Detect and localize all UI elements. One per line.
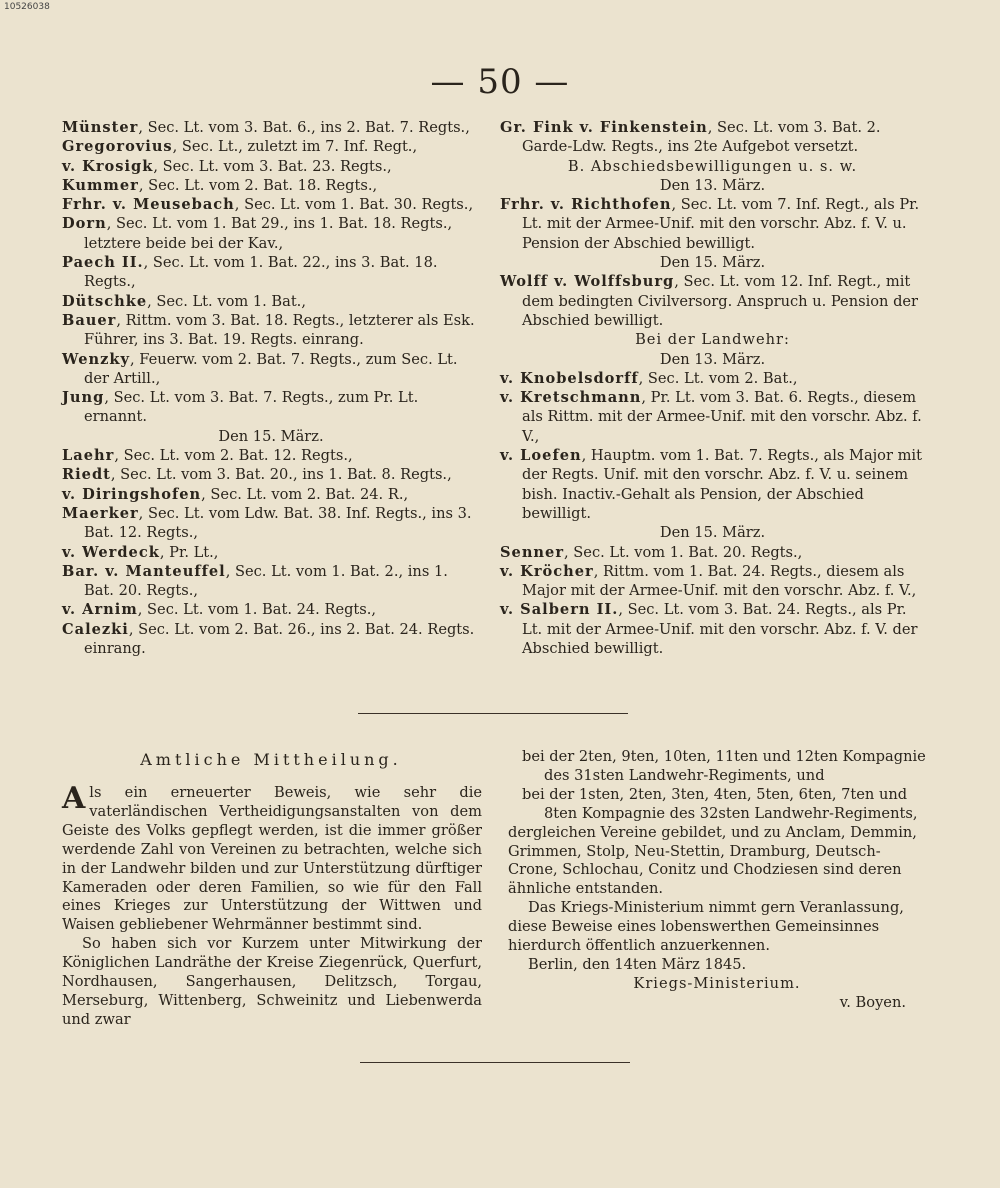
- personnel-entry: [62, 543, 480, 562]
- entry-details: , Sec. Lt. vom 2. Bat. 12. Regts.,: [114, 447, 353, 465]
- personnel-entry: [500, 272, 925, 330]
- entry-details: , Sec. Lt. vom 1. Bat. 22., ins 3. Bat. 18. Regts.,: [84, 254, 438, 291]
- person-name: Maerker: [62, 504, 139, 522]
- section-heading: Bei der Landwehr:: [635, 331, 790, 349]
- drop-cap: A: [62, 781, 86, 816]
- person-name: v. Kretschmann: [500, 389, 642, 407]
- person-name: v. Loefen: [500, 447, 582, 465]
- person-name: Gregorovius: [62, 138, 173, 156]
- date-heading: Den 13. März.: [659, 350, 766, 368]
- personnel-entry: [62, 446, 480, 465]
- date-heading: Den 15. März.: [218, 427, 324, 445]
- person-name: v. Werdeck: [62, 543, 160, 561]
- entry-details: , Sec. Lt. vom 3. Bat. 24. Regts., als Pr. Lt. mit der Armee-Unif. mit den vorschr. Abz. f. V. der Abschied bewilligt.: [522, 601, 918, 658]
- person-name: Senner: [500, 543, 565, 561]
- personnel-entry: [500, 369, 925, 388]
- person-name: Wenzky: [62, 350, 130, 368]
- personnel-entry: [62, 504, 480, 543]
- announcement-list-item: bei der 2ten, 9ten, 10ten, 11ten und 12ten Kompagnie des 31sten Landwehr-Regiments, und: [522, 748, 926, 784]
- right-column-entries: [500, 118, 925, 658]
- entry-details: , Sec. Lt. vom 1. Bat. 30. Regts.,: [234, 196, 474, 214]
- page-end-divider: [360, 1062, 630, 1063]
- person-name: Calezki: [62, 620, 129, 638]
- person-name: v. Krosigk: [62, 157, 154, 175]
- entry-details: , Sec. Lt. vom 3. Bat. 23. Regts.,: [153, 157, 392, 175]
- announcement-list-item: bei der 1sten, 2ten, 3ten, 4ten, 5ten, 6ten, 7ten und 8ten Kompagnie des 32sten Landwehr-Regiments,: [522, 785, 918, 822]
- entry-details: , Feuerw. vom 2. Bat. 7. Regts., zum Sec. Lt. der Artill.,: [84, 350, 458, 387]
- personnel-entry: [62, 620, 480, 659]
- person-name: v. Kröcher: [500, 562, 594, 580]
- entry-details: , Rittm. vom 1. Bat. 24. Regts., diesem als Major mit der Armee-Unif. mit den vorschr. Abz. f. V.,: [522, 562, 917, 600]
- personnel-entry: [62, 311, 480, 350]
- announcement-signature: v. Boyen.: [839, 993, 906, 1011]
- date-heading: Den 15. März.: [659, 254, 766, 272]
- entry-details: , Sec. Lt. vom 1. Bat. 2., ins 1. Bat. 20. Regts.,: [84, 562, 448, 600]
- person-name: Kummer: [62, 176, 139, 194]
- person-name: v. Salbern II.: [500, 601, 619, 619]
- entry-details: , Sec. Lt. vom 12. Inf. Regt., mit dem bedingten Civilversorg. Anspruch u. Pension der Abschied bewilligt.: [522, 273, 919, 329]
- personnel-entry: [500, 195, 925, 253]
- entry-details: , Rittm. vom 3. Bat. 18. Regts., letzterer als Esk. Führer, ins 3. Bat. 19. Regts. einrang.: [84, 311, 475, 349]
- section-heading: B. Abschiedsbewilligungen u. s. w.: [567, 157, 858, 175]
- announcement-ministry: Kriegs-Ministerium.: [633, 974, 801, 992]
- personnel-entry: [62, 253, 480, 292]
- announcement-paragraph-1: Als ein erneuerter Beweis, wie sehr die vaterländischen Vertheidigungsanstalten von dem Geiste des Volks gepflegt werden, ist die immer größer werdende Zahl von Vereinen zu betrachten, welche sich in der Landwehr bilden und zur Unterstützung dürftiger Kameraden oder deren Familien, so wie für den Fall eines Krieges zur Unterstützung der Wittwen und Waisen gebliebener Wehrmänner bestimmt sind.: [62, 781, 482, 934]
- entry-details: , Sec. Lt. vom 2. Bat.,: [638, 369, 798, 387]
- entry-details: , Sec. Lt. vom 7. Inf. Regt., als Pr. Lt. mit der Armee-Unif. mit den vorschr. Abz. f. V. u. Pension der Abschied bewilligt.: [522, 196, 920, 252]
- person-name: Laehr: [62, 447, 115, 465]
- personnel-entry: [62, 214, 480, 253]
- personnel-entry: [500, 600, 925, 658]
- date-heading: Den 15. März.: [659, 524, 766, 542]
- personnel-entry: [62, 350, 480, 389]
- page-id-label: 10526038: [4, 2, 50, 12]
- personnel-entry: [500, 388, 925, 446]
- person-name: Paech II.: [62, 254, 144, 272]
- person-name: Münster: [62, 119, 139, 136]
- announcement-paragraph-2: So haben sich vor Kurzem unter Mitwirkung der Königlichen Landräthe der Kreise Ziegenrück, Querfurt, Nordhausen, Sangerhausen, Delitzsch, Torgau, Merseburg, Wittenberg, Schweinitz und Liebenwerda und zwar: [62, 935, 482, 1028]
- personnel-entry: [62, 562, 480, 601]
- personnel-entry: [62, 137, 480, 156]
- entry-details: , Sec. Lt., zuletzt im 7. Inf. Regt.,: [172, 138, 418, 156]
- entry-details: , Sec. Lt. vom 1. Bat 29., ins 1. Bat. 18. Regts., letztere beide bei der Kav.,: [84, 215, 453, 252]
- entry-details: , Sec. Lt. vom 1. Bat. 24. Regts.,: [137, 601, 377, 619]
- person-name: Riedt: [62, 466, 111, 484]
- personnel-entry: [62, 176, 480, 195]
- person-name: v. Diringshofen: [62, 485, 202, 503]
- entry-details: , Sec. Lt. vom Ldw. Bat. 38. Inf. Regts., ins 3. Bat. 12. Regts.,: [84, 504, 472, 542]
- person-name: Bar. v. Manteuffel: [62, 562, 226, 580]
- personnel-entry: [62, 118, 480, 137]
- entry-details: , Pr. Lt.,: [159, 543, 219, 561]
- entry-details: , Sec. Lt. vom 1. Bat. 20. Regts.,: [564, 543, 803, 561]
- left-column-entries: [62, 118, 480, 658]
- person-name: Dütschke: [62, 292, 148, 310]
- personnel-entry: [500, 446, 925, 523]
- page-number: — 50 —: [430, 62, 570, 102]
- personnel-entry: [62, 292, 480, 311]
- person-name: Gr. Fink v. Finkenstein: [500, 119, 708, 136]
- personnel-entry: [500, 562, 925, 601]
- entry-details: , Sec. Lt. vom 1. Bat.,: [147, 292, 306, 310]
- personnel-entry: [500, 543, 925, 562]
- date-heading: Den 13. März.: [659, 176, 766, 194]
- personnel-entry: [62, 157, 480, 176]
- personnel-entry: [62, 485, 480, 504]
- personnel-entry: [500, 118, 925, 157]
- entry-details: , Sec. Lt. vom 3. Bat. 7. Regts., zum Pr. Lt. ernannt.: [84, 389, 419, 426]
- entry-details: , Hauptm. vom 1. Bat. 7. Regts., als Major mit der Regts. Unif. mit den vorschr. Abz. f. V. u. seinem bish. Inactiv.-Gehalt als Pension, der Abschied bewilligt.: [522, 447, 922, 522]
- announcement-left-column: [62, 781, 482, 1030]
- person-name: Jung: [62, 389, 105, 407]
- entry-details: , Sec. Lt. vom 2. Bat. 18. Regts.,: [138, 176, 378, 194]
- entry-details: , Sec. Lt. vom 2. Bat. 24. R.,: [201, 485, 409, 503]
- person-name: Dorn: [62, 215, 107, 233]
- personnel-entry: [62, 600, 480, 619]
- person-name: Bauer: [62, 311, 117, 329]
- announcement-date: Berlin, den 14ten März 1845.: [528, 955, 747, 973]
- section-divider: [358, 713, 628, 714]
- announcement-paragraph-4: Das Kriegs-Ministerium nimmt gern Veranlassung, diese Beweise eines lobenswerthen Gemeinsinnes hierdurch öffentlich anzuerkennen.: [508, 899, 904, 955]
- announcement-right-column: [508, 748, 926, 1013]
- person-name: Wolff v. Wolffsburg: [500, 273, 675, 291]
- person-name: Frhr. v. Richthofen: [500, 196, 672, 214]
- person-name: Frhr. v. Meusebach: [62, 196, 235, 214]
- person-name: v. Arnim: [62, 601, 138, 619]
- personnel-entry: [62, 195, 480, 214]
- entry-details: , Sec. Lt. vom 3. Bat. 6., ins 2. Bat. 7. Regts.,: [138, 119, 470, 136]
- personnel-entry: [62, 465, 480, 484]
- person-name: v. Knobelsdorff: [500, 369, 639, 387]
- announcement-paragraph-3: dergleichen Vereine gebildet, und zu Anclam, Demmin, Grimmen, Stolp, Neu-Stettin, Dramburg, Deutsch-Crone, Schlochau, Conitz und Chodziesen sind deren ähnliche entstanden.: [508, 823, 917, 898]
- entry-details: , Sec. Lt. vom 3. Bat. 2. Garde-Ldw. Regts., ins 2te Aufgebot versetzt.: [522, 119, 881, 156]
- announcement-title: Amtliche Mittheilung.: [140, 750, 402, 769]
- entry-details: , Sec. Lt. vom 2. Bat. 26., ins 2. Bat. 24. Regts. einrang.: [84, 620, 475, 658]
- entry-details: , Sec. Lt. vom 3. Bat. 20., ins 1. Bat. 8. Regts.,: [110, 466, 452, 484]
- personnel-entry: [62, 388, 480, 427]
- entry-details: , Pr. Lt. vom 3. Bat. 6. Regts., diesem als Rittm. mit der Armee-Unif. mit den vorschr. Abz. f. V.,: [522, 389, 922, 445]
